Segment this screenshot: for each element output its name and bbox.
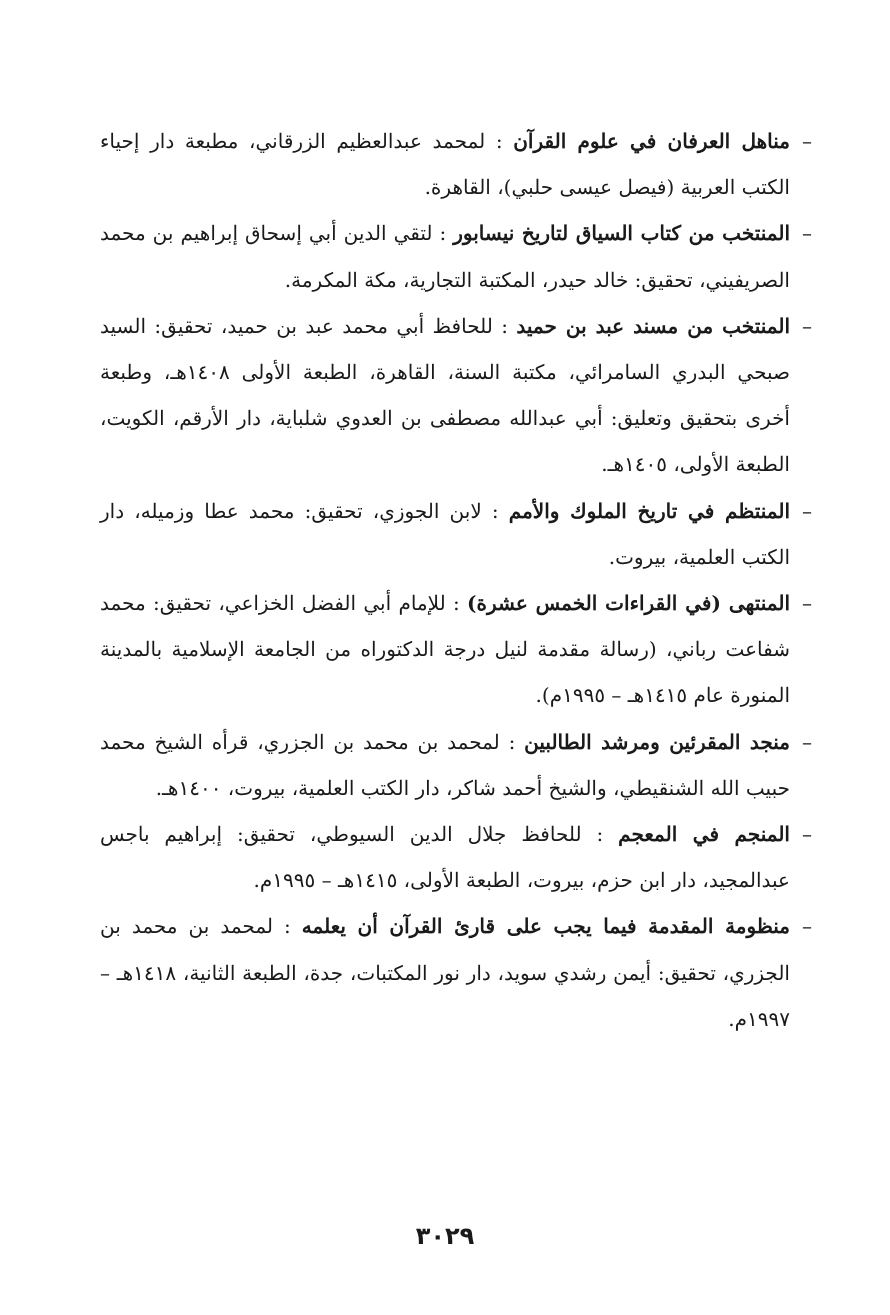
entry-title: المنتظم في تاريخ الملوك والأمم [508,498,791,523]
entry-text: : لمحمد بن محمد بن الجزري، تحقيق: أيمن رشدي سويد، دار نور المكتبات، جدة، الطبعة الثانية، ١٤١٨هـ – ١٩٩٧م. [100,914,790,1031]
entry-dash: – [802,129,812,153]
entry-title: منظومة المقدمة فيما يجب على قارئ القرآن أن يعلمه [301,914,791,939]
bibliography-entry [100,719,812,811]
entry-text: : للحافظ أبي محمد عبد بن حميد، تحقيق: السيد صبحي البدري السامرائي، مكتبة السنة، القاهرة، الطبعة الأولى ١٤٠٨هـ، وطبعة أخرى بتحقيق وتعليق: أبي عبدالله مصطفى بن العدوي شلباية، دار الأرقم، الكويت، الطبعة الأولى، ١٤٠٥هـ. [100,313,791,477]
bibliography-entry [100,811,812,903]
bibliography-entry [100,303,812,488]
entry-text: : لمحمد عبدالعظيم الزرقاني، مطبعة دار إحياء الكتب العربية (فيصل عيسى حلبي)، القاهرة. [100,129,790,200]
entry-dash: – [802,822,812,847]
entry-text: : للحافظ جلال الدين السيوطي، تحقيق: إبراهيم باجس عبدالمجيد، دار ابن حزم، بيروت، الطبعة الأولى، ١٤١٥هـ – ١٩٩٥م. [100,822,790,893]
entry-title: مناهل العرفان في علوم القرآن [513,129,791,153]
entry-dash: – [802,914,812,939]
entry-text: : لابن الجوزي، تحقيق: محمد عطا وزميله، دار الكتب العلمية، بيروت. [100,498,790,569]
bibliography-entry [100,488,812,580]
entry-text: : للإمام أبي الفضل الخزاعي، تحقيق: محمد شفاعت رباني، (رسالة مقدمة لنيل درجة الدكتوراه من الجامعة الإسلامية بالمدينة المنورة عام ١٤١٥هـ – ١٩٩٥م). [100,591,790,708]
entry-dash: – [802,498,812,523]
entry-title: المنتخب من مسند عبد بن حميد [516,313,790,338]
bibliography-entry [100,580,812,719]
entry-title: المنجم في المعجم [618,822,790,847]
entry-text: : لتقي الدين أبي إسحاق إبراهيم بن محمد الصريفيني، تحقيق: خالد حيدر، المكتبة التجارية، مكة المكرمة. [100,221,790,292]
page-number: ٣٠٢٩ [415,1222,475,1250]
bibliography-entry [100,903,812,1042]
entry-text: : لمحمد بن محمد بن الجزري، قرأه الشيخ محمد حبيب الله الشنقيطي، والشيخ أحمد شاكر، دار الكتب العلمية، بيروت، ١٤٠٠هـ. [100,729,790,800]
entry-title: المنتخب من كتاب السياق لتاريخ نيسابور [453,221,791,246]
entry-dash: – [802,591,812,616]
bibliography-entry [100,210,812,302]
bibliography-page [100,118,812,1042]
bibliography-entry [100,118,812,210]
entry-dash: – [802,313,812,338]
entry-title: منجد المقرئين ومرشد الطالبين [524,729,791,754]
entry-dash: – [802,729,812,754]
entry-title: المنتهى (في القراءات الخمس عشرة) [467,591,790,616]
entry-dash: – [802,221,812,246]
